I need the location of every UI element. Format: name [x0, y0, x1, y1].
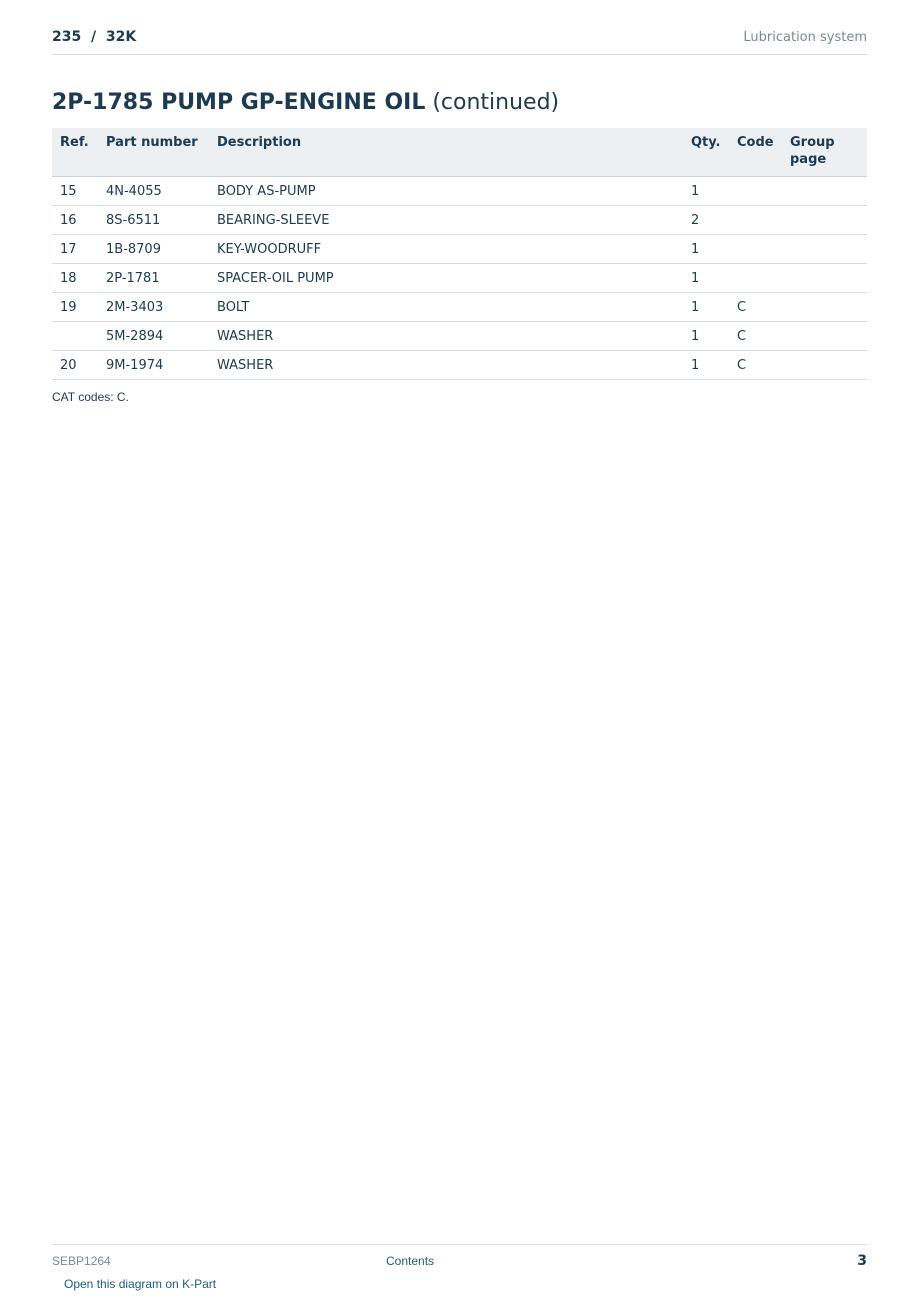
cell-ref: 17: [52, 235, 98, 264]
cell-qty: 1: [683, 235, 729, 264]
cell-ref: 15: [52, 177, 98, 206]
cell-part-number: 2P-1781: [98, 264, 209, 293]
cell-group-page: [782, 177, 867, 206]
cell-part-number: 2M-3403: [98, 293, 209, 322]
column-header-code: Code: [729, 128, 782, 177]
cell-group-page: [782, 322, 867, 351]
page-title-main: 2P-1785 PUMP GP-ENGINE OIL: [52, 90, 426, 115]
parts-table: [52, 128, 867, 380]
model-label: 235 / 32K: [52, 29, 137, 45]
cell-code: C: [729, 293, 782, 322]
cell-code: C: [729, 322, 782, 351]
table-header-row: [52, 128, 867, 177]
cell-ref: 20: [52, 351, 98, 380]
table-row: [52, 293, 867, 322]
column-header-group-page: Group page: [782, 128, 867, 177]
cell-part-number: 1B-8709: [98, 235, 209, 264]
page-title: [52, 90, 559, 115]
cell-qty: 1: [683, 351, 729, 380]
cell-code: [729, 206, 782, 235]
cell-ref: 16: [52, 206, 98, 235]
cell-description: BODY AS-PUMP: [209, 177, 683, 206]
cell-part-number: 8S-6511: [98, 206, 209, 235]
cell-qty: 1: [683, 293, 729, 322]
cell-description: BEARING-SLEEVE: [209, 206, 683, 235]
cell-part-number: 5M-2894: [98, 322, 209, 351]
cell-description: KEY-WOODRUFF: [209, 235, 683, 264]
column-header-qty: Qty.: [683, 128, 729, 177]
document-id: SEBP1264: [52, 1254, 111, 1268]
cell-code: [729, 235, 782, 264]
cell-ref: 18: [52, 264, 98, 293]
contents-link[interactable]: Contents: [386, 1254, 435, 1268]
cat-codes-note: CAT codes: C.: [52, 390, 129, 404]
column-header-part-number: Part number: [98, 128, 209, 177]
cell-qty: 1: [683, 264, 729, 293]
cell-description: BOLT: [209, 293, 683, 322]
section-name: Lubrication system: [743, 30, 867, 45]
cell-qty: 1: [683, 322, 729, 351]
cell-group-page: [782, 264, 867, 293]
cell-group-page: [782, 351, 867, 380]
cell-group-page: [782, 235, 867, 264]
table-row: [52, 235, 867, 264]
page-number: 3: [857, 1253, 867, 1269]
cell-group-page: [782, 206, 867, 235]
cell-qty: 2: [683, 206, 729, 235]
cell-part-number: 9M-1974: [98, 351, 209, 380]
cell-part-number: 4N-4055: [98, 177, 209, 206]
column-header-description: Description: [209, 128, 683, 177]
cell-qty: 1: [683, 177, 729, 206]
page-header: [52, 28, 867, 55]
cell-description: SPACER-OIL PUMP: [209, 264, 683, 293]
table-row: [52, 206, 867, 235]
table-row: [52, 264, 867, 293]
column-header-ref: Ref.: [52, 128, 98, 177]
open-in-kpart-link[interactable]: Open this diagram on K-Part: [64, 1277, 217, 1291]
cell-ref: 19: [52, 293, 98, 322]
page-footer: [52, 1244, 867, 1275]
cell-code: C: [729, 351, 782, 380]
cell-ref: [52, 322, 98, 351]
page-title-suffix: (continued): [425, 90, 560, 115]
table-row: [52, 177, 867, 206]
cell-description: WASHER: [209, 322, 683, 351]
cell-code: [729, 264, 782, 293]
table-row: [52, 322, 867, 351]
parts-table-body: [52, 177, 867, 380]
cell-group-page: [782, 293, 867, 322]
table-row: [52, 351, 867, 380]
cell-description: WASHER: [209, 351, 683, 380]
cell-code: [729, 177, 782, 206]
